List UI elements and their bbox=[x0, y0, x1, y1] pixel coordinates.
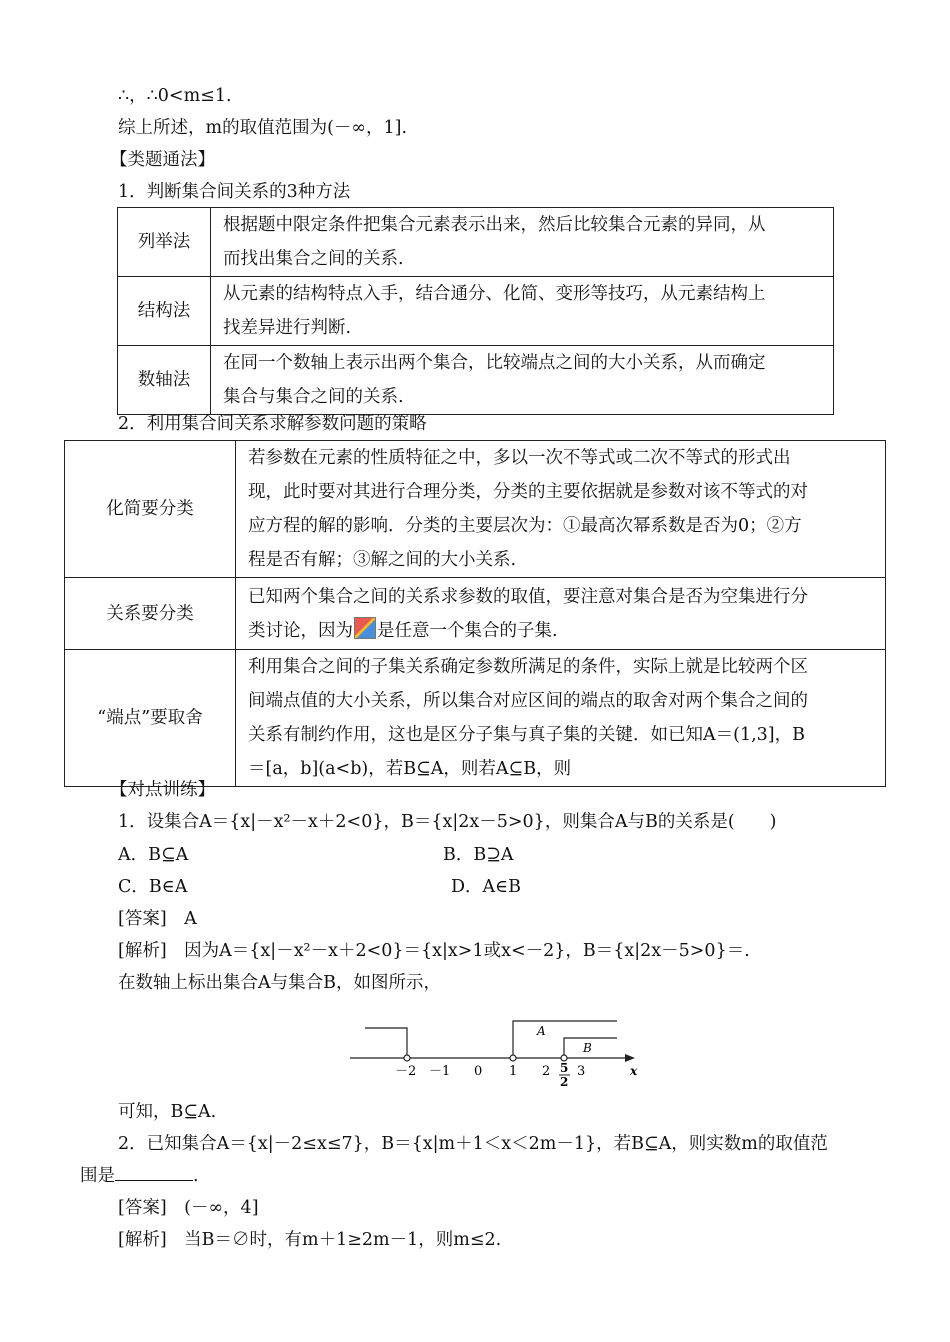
q2-answer: [答案] (－∞，4] bbox=[118, 1198, 259, 1218]
subheading-parameter-strategy: 2．利用集合间关系求解参数问题的策略 bbox=[118, 414, 427, 434]
q2-stem-line2: 围是 . bbox=[80, 1166, 199, 1186]
empty-set-image-icon bbox=[354, 617, 376, 639]
method-name: 列举法 bbox=[118, 208, 211, 277]
number-line-figure bbox=[345, 1012, 645, 1092]
relation-methods-table bbox=[117, 207, 834, 415]
tick-label: 2 bbox=[560, 1075, 569, 1089]
tick-label: －1 bbox=[429, 1064, 451, 1079]
parameter-strategy-table bbox=[64, 440, 886, 787]
proof-line-2: 综上所述，m的取值范围为(－∞，1]. bbox=[118, 118, 408, 138]
q1-option-c: C．B∈A bbox=[118, 877, 188, 897]
strategy-desc: 利用集合之间的子集关系确定参数所满足的条件，实际上就是比较两个区 间端点值的大小关系，所以集合对应区间的端点的取舍对两个集合之间的 关系有制约作用，这也是区分子集与真子集的关键．如已知A＝(1,3]，B ＝[a，b](a<b)，若B⊆A，则若A⊆B，则 bbox=[236, 650, 886, 787]
tick-label: 2 bbox=[542, 1064, 551, 1079]
section-heading-methods: 【类题通法】 bbox=[110, 150, 215, 170]
set-b-label: B bbox=[583, 1041, 592, 1055]
answer-blank bbox=[115, 1164, 193, 1181]
q1-option-a: A．B⊆A bbox=[118, 845, 189, 865]
q2-stem-line1: 2．已知集合A＝{x|－2≤x≤7}，B＝{x|m＋1＜x＜2m－1}，若B⊆A，则实数m的取值范 bbox=[118, 1134, 828, 1154]
method-name: 数轴法 bbox=[118, 346, 211, 415]
strategy-name: 化简要分类 bbox=[65, 441, 236, 578]
method-desc: 根据题中限定条件把集合元素表示出来，然后比较集合元素的异同，从 而找出集合之间的关系. bbox=[211, 208, 834, 277]
tick-label: 0 bbox=[474, 1064, 483, 1079]
strategy-desc: 已知两个集合之间的关系求参数的取值，要注意对集合是否为空集进行分 类讨论，因为 是任意一个集合的子集. bbox=[236, 578, 886, 650]
q1-text: 在数轴上标出集合A与集合B，如图所示， bbox=[118, 973, 441, 993]
tick-label: 3 bbox=[577, 1064, 586, 1079]
tick-label: 5 bbox=[560, 1061, 569, 1075]
proof-line-1: ∴，∴0<m≤1. bbox=[118, 86, 232, 106]
q1-conclusion: 可知，B⊆A. bbox=[118, 1102, 217, 1122]
section-heading-practice: 【对点训练】 bbox=[110, 780, 215, 800]
q1-answer: [答案] A bbox=[118, 909, 197, 929]
method-desc: 从元素的结构特点入手，结合通分、化简、变形等技巧，从元素结构上 找差异进行判断. bbox=[211, 277, 834, 346]
strategy-name: “端点”要取舍 bbox=[65, 650, 236, 787]
method-name: 结构法 bbox=[118, 277, 211, 346]
q2-analysis: [解析] 当B＝∅时，有m＋1≥2m－1，则m≤2. bbox=[118, 1230, 502, 1250]
axis-label: x bbox=[630, 1064, 638, 1078]
q1-analysis: [解析] 因为A＝{x|－x²－x＋2<0}＝{x|x>1或x<－2}，B＝{x|2x－5>0}＝. bbox=[118, 941, 750, 961]
set-a-label: A bbox=[537, 1024, 546, 1038]
tick-label: 1 bbox=[509, 1064, 518, 1079]
q1-stem: 1．设集合A＝{x|－x²－x＋2<0}，B＝{x|2x－5>0}，则集合A与B的关系是( ) bbox=[118, 812, 777, 832]
q1-option-b: B．B⊇A bbox=[443, 845, 514, 865]
method-desc: 在同一个数轴上表示出两个集合，比较端点之间的大小关系，从而确定 集合与集合之间的关系. bbox=[211, 346, 834, 415]
strategy-name: 关系要分类 bbox=[65, 578, 236, 650]
tick-label: －2 bbox=[395, 1064, 417, 1079]
subheading-relation-methods: 1．判断集合间关系的3种方法 bbox=[118, 182, 351, 202]
strategy-desc: 若参数在元素的性质特征之中，多以一次不等式或二次不等式的形式出 现，此时要对其进行合理分类，分类的主要依据就是参数对该不等式的对 应方程的解的影响．分类的主要层次为：①最高次幂系数是否为0；②方 程是否有解；③解之间的大小关系. bbox=[236, 441, 886, 578]
q1-option-d: D．A∈B bbox=[451, 877, 521, 897]
